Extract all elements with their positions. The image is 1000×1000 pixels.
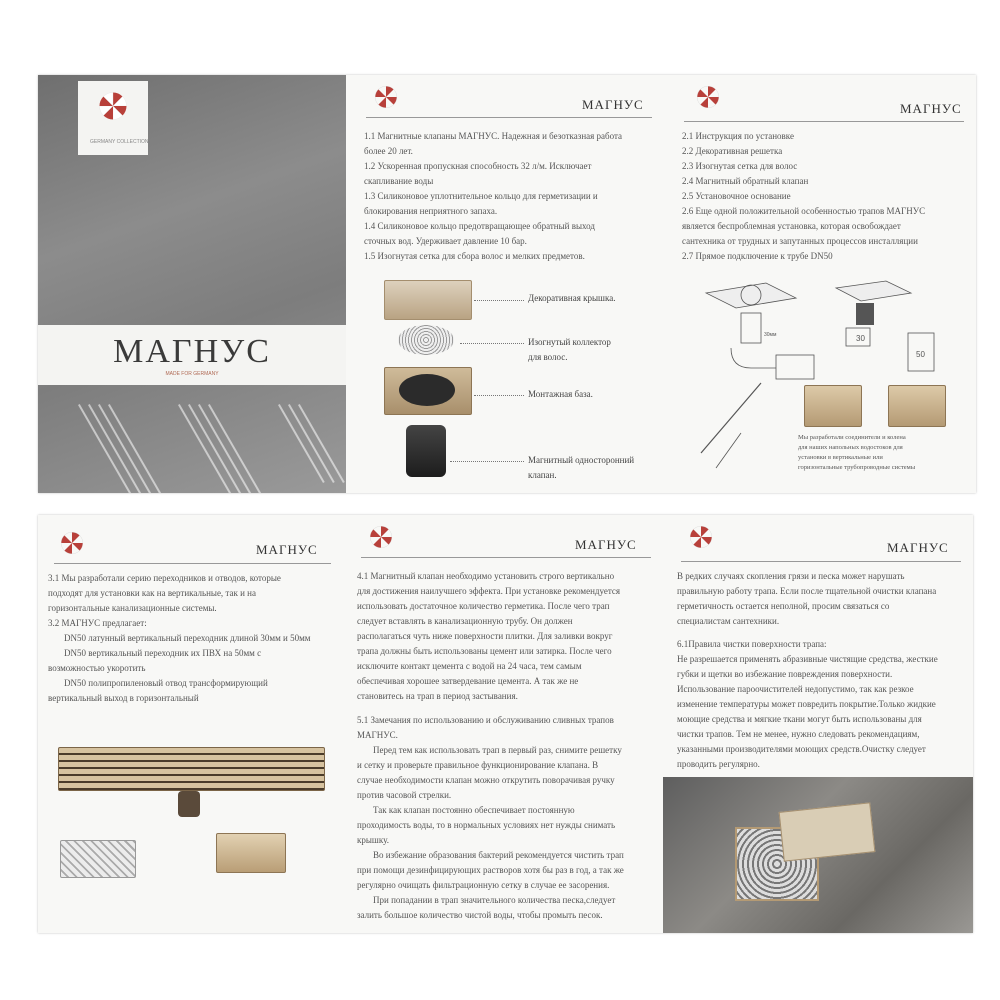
leader-line [474, 395, 524, 396]
part-label: клапан. [528, 470, 557, 480]
adapters-caption: Мы разработали соединители и колена для наших напольных водостоков для установки в вертикальные или горизонтальные трубопроводные системы [798, 434, 916, 471]
panel-title: МАГНУС [582, 97, 644, 112]
drain-outlet-image [178, 791, 200, 817]
umbrella-logo-icon [60, 531, 84, 555]
umbrella-logo-icon [98, 91, 128, 121]
cover-panel [38, 75, 347, 493]
features-panel [346, 75, 667, 493]
leader-line [474, 300, 524, 301]
title-rule [684, 121, 964, 122]
dimension-label: 30мм [764, 332, 777, 338]
installation-panel [666, 75, 976, 493]
features-text: 1.1 Магнитные клапаны МАГНУС. Надежная и безотказная работа более 20 лет. 1.2 Ускоренная пропускная способность 32 л/м. Исключает скапливание воды 1.3 Силиконовое уплотнительное кольцо для герметизации и блокирования неприятного запаха. 1.4 Силиконовое кольцо предотвращающее обратный выход сточных вод. Удерживает давление 10 бар. 1.5 Изогнутая сетка для сбора волос и мелких предметов. [364, 131, 623, 261]
maintenance-text: 5.1 Замечания по использованию и обслуживанию сливных трапов МАГНУС. Перед тем как использовать трап в первый раз, снимите решетку и сетку и проверьте правильное функционирование клапана. В случае необходимости клапан можно открутить поворачивая ручку против часовой стрелки. Так как клапан постоянно обеспечивает постоянную проходимость воды, то в нормальных условиях нет нужды снимать крышку. Во избежание образования бактерий рекомендуется чистить трап при помощи дезинфицирующих растворов хотя бы раз в год, а так же регулярно очищать фильтрационную сетку в случае ее засорения. При попадании в трап значительного количества песка,следует залить большое количество чистой воды, чтобы промыть песок. [357, 715, 624, 920]
drain-cover-image [779, 802, 876, 861]
square-drain-brass-image [216, 833, 286, 873]
brochure-top-sheet [38, 75, 976, 493]
title-rule [54, 563, 331, 564]
part-label: Магнитный односторонний [528, 455, 635, 465]
decorative-cover-image [384, 280, 472, 320]
panel-title: МАГНУС [887, 540, 949, 555]
drain-with-adapter-image [804, 385, 862, 427]
hair-collector-image [398, 325, 454, 355]
title-rule [361, 557, 651, 558]
leader-line [460, 343, 524, 344]
square-drain-pattern-image [60, 840, 136, 878]
cleaning-rules-text: 6.1Правила чистки поверхности трапа: Не разрешается применять абразивные чистящие средства, жесткие губки и щетки во избежание повреждения поверхности. Использование пароочистителей недопустимо, так как резкое изменение температуры может повредить покрытие.Только жидкие моющие средства и мягкие ткани могут быть использованы для чистки трапов. Тем не менее, нужно следовать рекомендациям, указанными производителями моющих средств.Очистку следует проводить регулярно. [677, 639, 938, 769]
umbrella-logo-icon [689, 525, 713, 549]
drain-with-elbow-image [888, 385, 946, 427]
adapters-panel [38, 515, 344, 933]
adapter-label: 50 [916, 350, 925, 359]
installed-drain-photo [663, 777, 973, 933]
cover-subtitle: MADE FOR GERMANY [165, 371, 219, 377]
cleaning-panel [663, 515, 973, 933]
cover-title: МАГНУС [113, 333, 271, 370]
part-label: для волос. [528, 352, 568, 362]
panel-title: МАГНУС [900, 101, 962, 116]
title-rule [681, 561, 961, 562]
magnetic-valve-image [406, 425, 446, 477]
umbrella-logo-icon [696, 85, 720, 109]
umbrella-logo-icon [369, 525, 393, 549]
part-label: Изогнутый коллектор [528, 337, 611, 347]
mounting-base-image [384, 367, 472, 415]
cleaning-intro-text: В редких случаях скопления грязи и песка может нарушать правильную работу трапа. Если после тщательной очистки клапана герметичность остается неполной, просим связаться со специалистам сантехники. [677, 571, 937, 626]
adapters-text: 3.1 Мы разработали серию переходников и отводов, которые подходят для установки как на вертикальные, так и на горизонтальные канализационные системы. 3.2 МАГНУС предлагает: DN50 латунный вертикальный переходник длиной 30мм и 50мм DN50 вертикальный переходник их ПВХ на 50мм с возможностью укоротить DN50 полипропиленовый отвод трансформирующий вертикальный выход в горизонтальный [48, 573, 311, 703]
brand-caption: GERMANY COLLECTION [90, 139, 149, 145]
adapter-label: 30 [856, 334, 865, 343]
umbrella-logo-icon [374, 85, 398, 109]
part-label: Монтажная база. [528, 389, 593, 399]
title-rule [366, 117, 652, 118]
panel-title: МАГНУС [256, 542, 318, 557]
installation-text: 2.1 Инструкция по установке 2.2 Декоративная решетка 2.3 Изогнутая сетка для волос 2.4 Магнитный обратный клапан 2.5 Установочное основание 2.6 Еще одной положительной особенностью трапов МАГНУС является беспроблемная установка, которая освобождает сантехника от трудных и запутанных процессов инсталляции 2.7 Прямое подключение к трубе DN50 [682, 131, 926, 261]
brochure-bottom-sheet [38, 515, 973, 933]
cover-logo-badge [78, 81, 148, 155]
part-label: Декоративная крышка. [528, 293, 616, 303]
linear-drain-image [58, 747, 325, 791]
panel-title: МАГНУС [575, 537, 637, 552]
install-notes-text: 4.1 Магнитный клапан необходимо установить строго вертикально для достижения наилучшего эффекта. При установке рекомендуется использовать достаточное количество герметика. После чего трап следует вставлять в канализационную трубу. Он должен располагаться чуть ниже поверхности плитки. Для заливки вокруг трапа должны быть использованы цемент или затирка. После чего исключите контакт цемента с водой на 24 часа, тем самым обеспечивая хорошее затвердевание цемента. А так же не становитесь на трап в период застывания. [357, 571, 621, 701]
install-notes-panel [343, 515, 664, 933]
leader-line [450, 461, 524, 462]
